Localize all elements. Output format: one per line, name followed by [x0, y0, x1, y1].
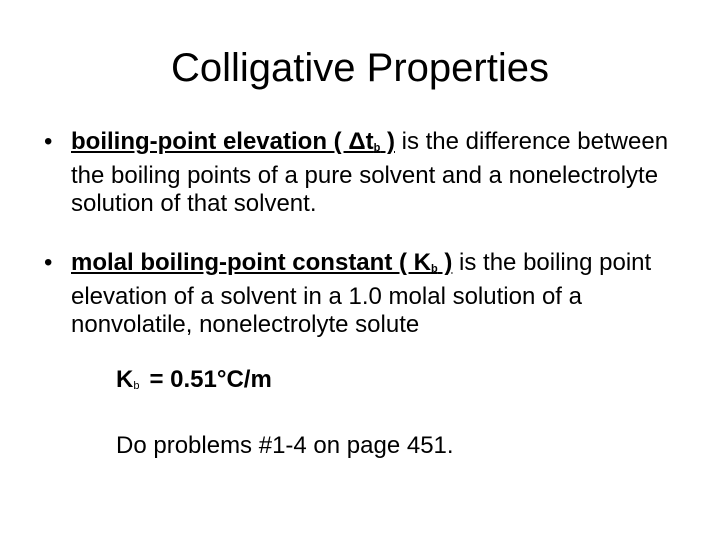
definition-term [71, 128, 395, 155]
kb-value-equation [116, 366, 272, 400]
bullet-text [71, 249, 684, 339]
definition-text: is the boiling point elevation of a solvent in a 1.0 molal solution of a nonvolatile, nonelectrolyte solute [71, 249, 652, 338]
bullet-dot: • [44, 128, 53, 155]
slide-title: Colligative Properties [171, 46, 549, 90]
bullet-text [71, 128, 684, 218]
definition-text: is the difference between the boiling points of a pure solvent and a nonelectrolyte solution of that solvent. [71, 128, 669, 217]
kb-subscript: b [133, 380, 140, 392]
term-text: boiling-point elevation ( Δt [71, 128, 374, 155]
term-subscript: b [430, 263, 438, 275]
term-subscript: b [373, 142, 381, 154]
kb-symbol: K [116, 366, 134, 393]
term-close: ) [380, 128, 395, 155]
bullet-molal-boiling-point-constant [44, 249, 684, 339]
bullet-dot: • [44, 249, 53, 276]
homework-note: Do problems #1-4 on page 451. [116, 432, 454, 459]
term-close: ) [437, 249, 453, 276]
definition-term [71, 249, 452, 276]
kb-equation: = 0.51°C/m [149, 366, 272, 393]
term-text: molal boiling-point constant ( K [71, 249, 431, 276]
bullet-boiling-point-elevation [44, 128, 684, 218]
